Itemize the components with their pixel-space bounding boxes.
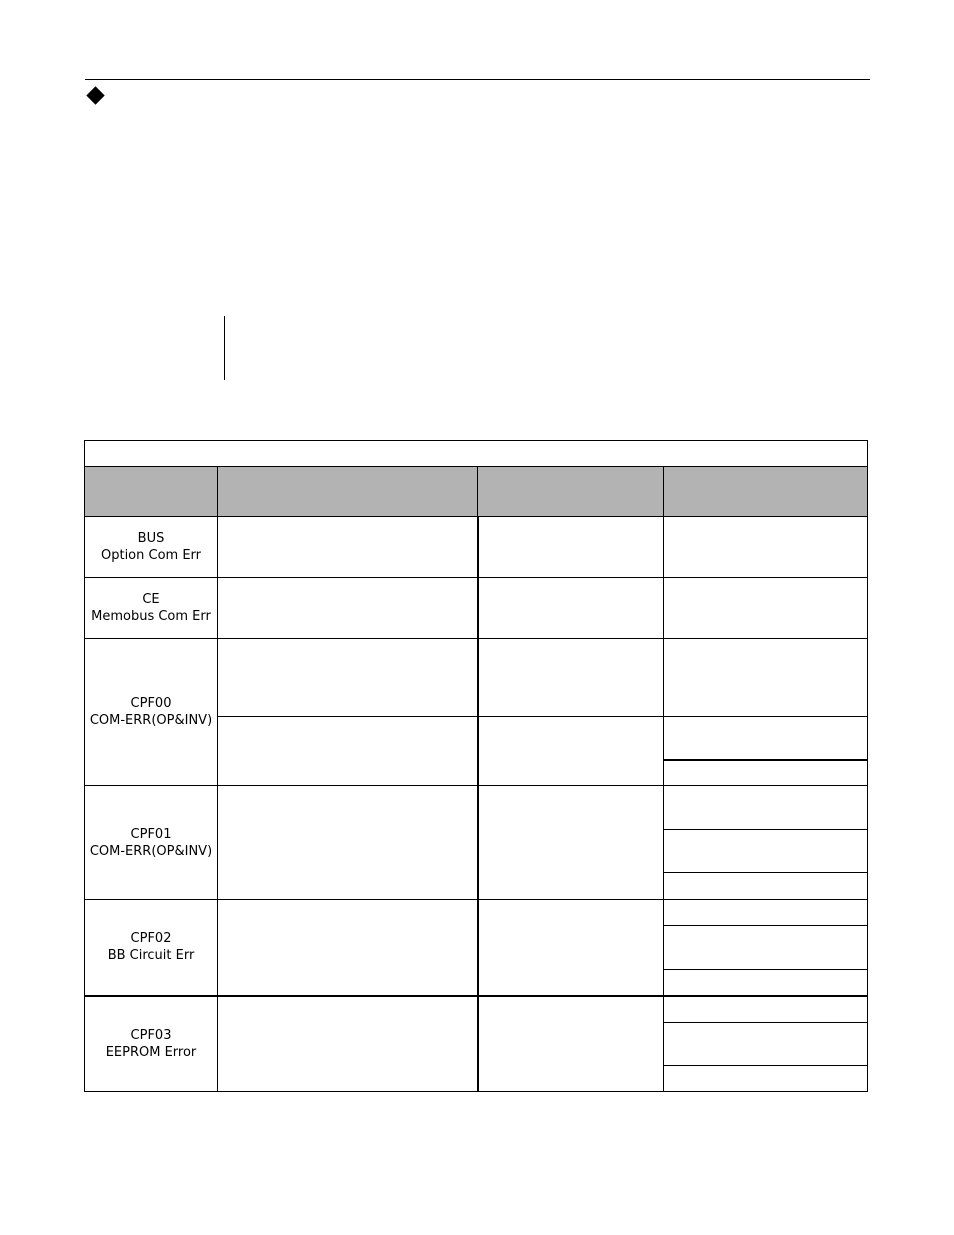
- table-row: [85, 517, 868, 578]
- action-cell: [664, 830, 868, 873]
- table-row: [85, 900, 868, 926]
- description-cell: [218, 639, 478, 717]
- action-cell: [664, 873, 868, 900]
- action-cell: [664, 926, 868, 970]
- cause-cell: [478, 786, 664, 900]
- fault-name: Memobus Com Err: [91, 609, 211, 624]
- header-cause: [478, 467, 664, 517]
- action-cell: [664, 1066, 868, 1092]
- cause-cell: [478, 996, 664, 1092]
- cause-cell: [478, 517, 664, 578]
- cause-cell: [478, 717, 664, 786]
- action-cell: [664, 970, 868, 996]
- fault-code: CE: [142, 592, 160, 607]
- action-cell: [664, 1023, 868, 1066]
- fault-code-cell: [85, 517, 218, 578]
- table-row: [85, 639, 868, 717]
- fault-code: CPF03: [130, 1027, 172, 1043]
- description-cell: [218, 786, 478, 900]
- note-bar: [224, 316, 225, 380]
- table-row: [85, 786, 868, 830]
- fault-name: EEPROM Error: [105, 1044, 197, 1060]
- fault-name: Option Com Err: [100, 548, 202, 563]
- action-cell: [664, 639, 868, 717]
- table-header-row: [85, 467, 868, 517]
- header-corrective-action: [664, 467, 868, 517]
- header-fault-display: [85, 467, 218, 517]
- fault-code-cell: [85, 578, 218, 639]
- table-caption-row: [85, 441, 868, 467]
- fault-code-cell: [85, 900, 218, 996]
- table-caption: [85, 441, 868, 467]
- description-cell: [218, 578, 478, 639]
- fault-code-cell: [85, 639, 218, 786]
- action-cell: [664, 517, 868, 578]
- cause-cell: [478, 578, 664, 639]
- fault-code: CPF01: [130, 826, 172, 842]
- cause-cell: [478, 900, 664, 996]
- fault-code: BUS: [137, 531, 165, 546]
- top-rule: [85, 79, 870, 80]
- action-cell: [664, 900, 868, 926]
- fault-code: CPF02: [130, 931, 172, 947]
- fault-table-wrapper: [84, 440, 867, 1092]
- description-cell: [218, 717, 478, 786]
- fault-name: COM-ERR(OP&INV): [89, 713, 213, 728]
- fault-code: CPF00: [130, 696, 172, 711]
- table-row: [85, 996, 868, 1023]
- header-description: [218, 467, 478, 517]
- action-cell: [664, 760, 868, 786]
- table-row: [85, 578, 868, 639]
- action-cell: [664, 786, 868, 830]
- fault-name: BB Circuit Err: [107, 948, 195, 964]
- description-cell: [218, 517, 478, 578]
- fault-code-cell: [85, 786, 218, 900]
- action-cell: [664, 996, 868, 1023]
- cause-cell: [478, 639, 664, 717]
- action-cell: [664, 717, 868, 760]
- description-cell: [218, 900, 478, 996]
- fault-table: [84, 440, 868, 1092]
- fault-name: COM-ERR(OP&INV): [89, 843, 213, 859]
- fault-code-cell: [85, 996, 218, 1092]
- description-cell: [218, 996, 478, 1092]
- action-cell: [664, 578, 868, 639]
- diamond-bullet-icon: [86, 86, 104, 104]
